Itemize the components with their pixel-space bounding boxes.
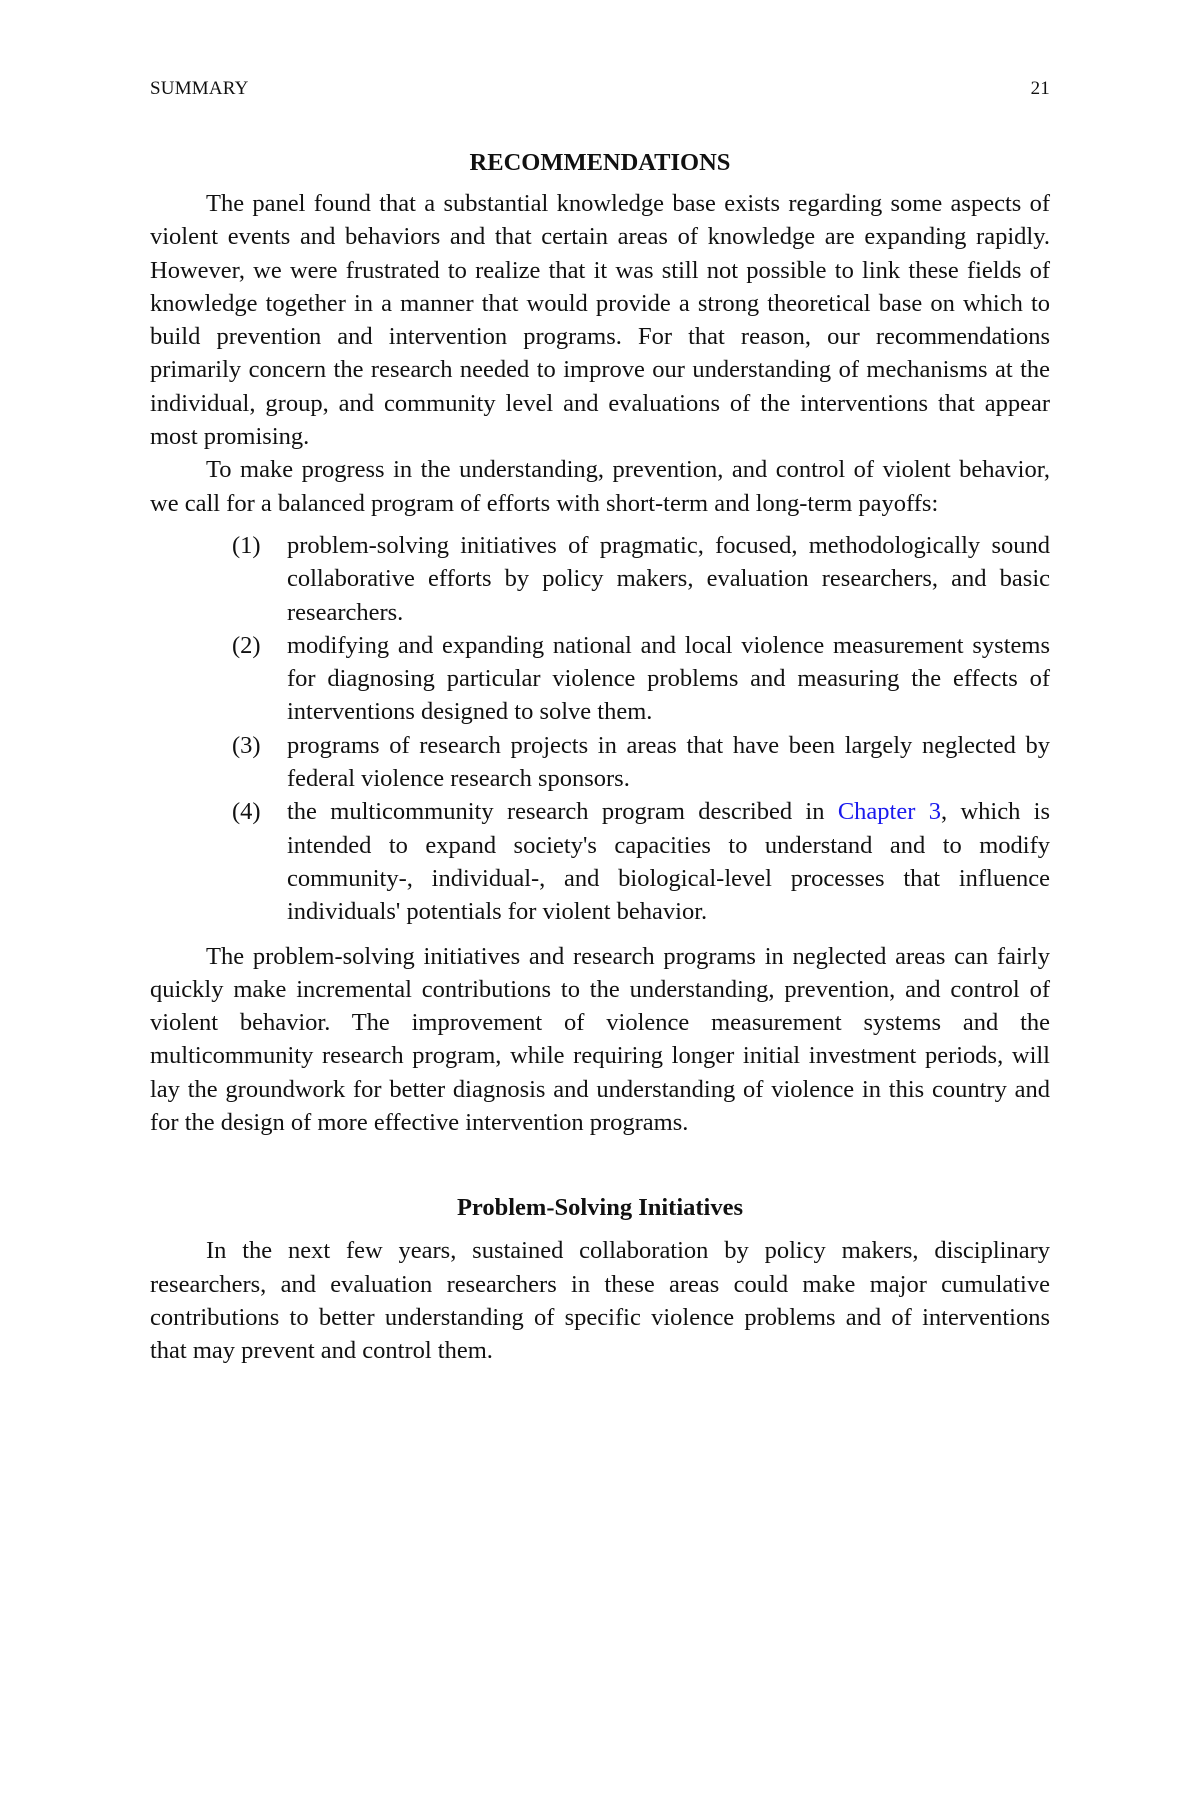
- section-heading: RECOMMENDATIONS: [469, 149, 731, 176]
- paragraph-summary: The problem-solving initiatives and research programs in neglected areas can fairly quickly make incremental contributions to the understanding, prevention, and control of violent behavior. The improvement of violence measurement systems and the multicommunity research program, while requiring longer initial investment periods, will lay the groundwork for better diagnosis and understanding of violence in this country and for the design of more effective intervention programs.: [150, 942, 1050, 1137]
- list-item-number: (4): [232, 798, 261, 826]
- running-header-section: SUMMARY: [150, 78, 249, 99]
- list-item-number: (1): [232, 531, 261, 559]
- list-item-number: (3): [232, 731, 261, 759]
- paragraph-problem-solving: In the next few years, sustained collaboration by policy makers, disciplinary researchers, and evaluation researchers in these areas could make major cumulative contributions to better understanding of specific violence problems and of interventions that may prevent and control them.: [150, 1237, 1050, 1365]
- paragraph-intro: The panel found that a substantial knowledge base exists regarding some aspects of violent events and behaviors and that certain areas of knowledge are expanding rapidly. However, we were frustrated to realize that it was still not possible to link these fields of knowledge together in a manner that would provide a strong theoretical base on which to build prevention and intervention programs. For that reason, our recommendations primarily concern the research needed to improve our understanding of mechanisms at the individual, group, and community level and evaluations of the interventions that appear most promising.: [150, 190, 1050, 451]
- recommendations-list: [150, 529, 1050, 929]
- list-item: [232, 729, 1050, 796]
- chapter-3-link[interactable]: Chapter 3: [837, 798, 941, 826]
- running-header: [150, 78, 1050, 100]
- list-item: [232, 795, 1050, 928]
- subsection-heading: Problem-Solving Initiatives: [456, 1194, 744, 1222]
- page-number: 21: [1030, 78, 1050, 99]
- page-body: [150, 146, 1050, 1368]
- list-item-text: programs of research projects in areas that have been largely neglected by federal violence research sponsors.: [287, 731, 1050, 793]
- list-item: [232, 629, 1050, 729]
- list-item-text-after: , which is intended to expand society's capacities to understand and to modify community-, individual-, and biological-level processes that influence individuals' potentials for violent behavior.: [287, 798, 1051, 926]
- list-item-number: (2): [232, 631, 261, 659]
- list-item-text: modifying and expanding national and local violence measurement systems for diagnosing particular violence problems and measuring the effects of interventions designed to solve them.: [287, 631, 1050, 726]
- paragraph-call-for-program: To make progress in the understanding, prevention, and control of violent behavior, we call for a balanced program of efforts with short-term and long-term payoffs:: [150, 456, 1050, 517]
- list-item-text: problem-solving initiatives of pragmatic, focused, methodologically sound collaborative efforts by policy makers, evaluation researchers, and basic researchers.: [287, 531, 1050, 626]
- list-item-text-before: the multicommunity research program described in: [287, 798, 838, 826]
- list-item: [232, 529, 1050, 629]
